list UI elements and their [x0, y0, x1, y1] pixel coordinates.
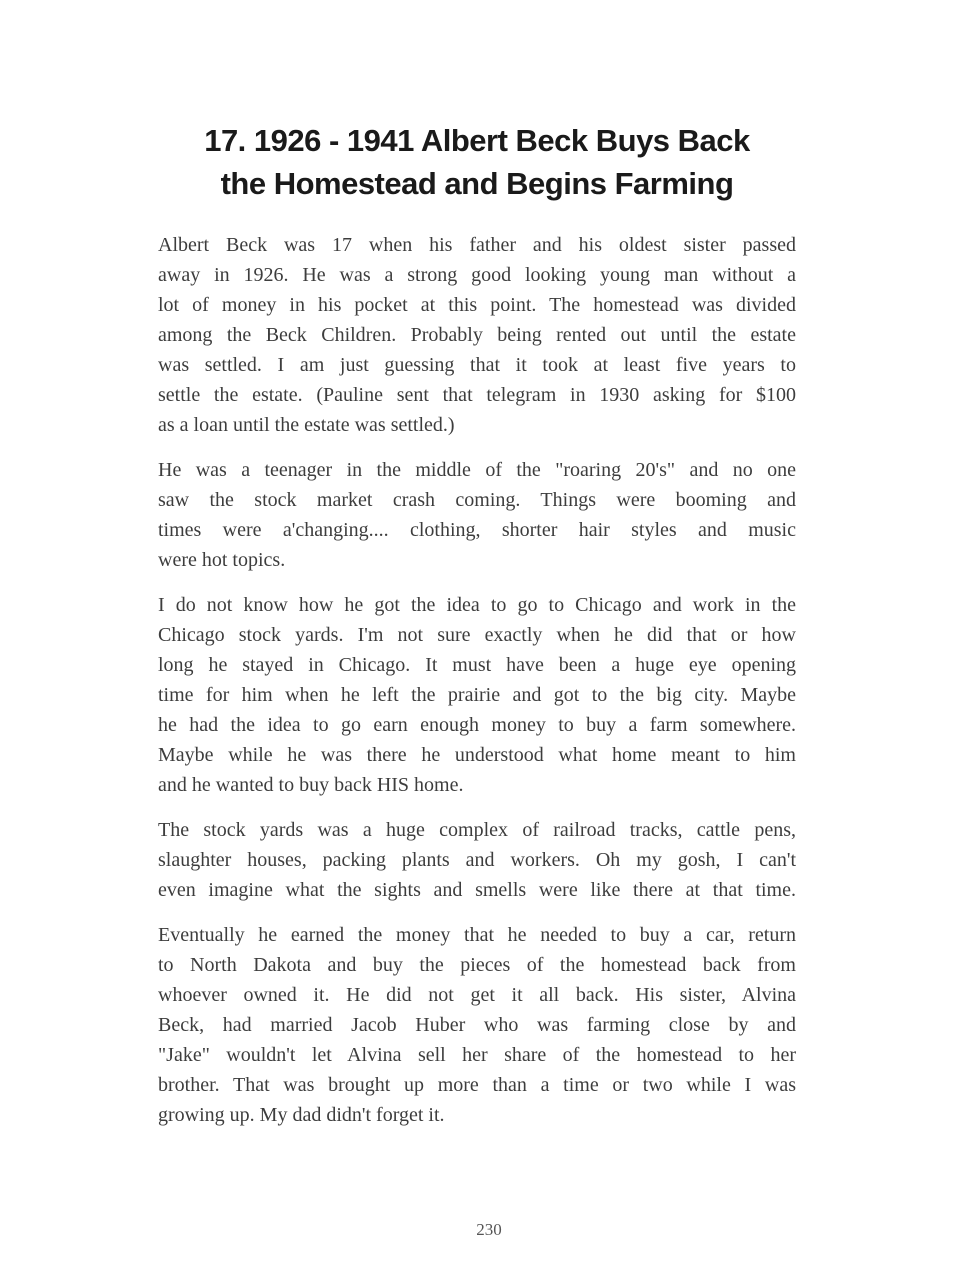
- body-line: was settled. I am just guessing that it took at least five years to: [158, 354, 796, 376]
- body-line: brother. That was brought up more than a time or two while I was: [158, 1074, 796, 1096]
- paragraph-4: [158, 815, 796, 905]
- body-line: were hot topics.: [158, 549, 286, 571]
- body-line: slaughter houses, packing plants and workers. Oh my gosh, I can't: [158, 849, 796, 871]
- body-line: even imagine what the sights and smells were like there at that time.: [158, 879, 796, 901]
- page-number: 230: [476, 1220, 502, 1239]
- body-line: Maybe while he was there he understood what home meant to him: [158, 744, 796, 766]
- body-line: Eventually he earned the money that he needed to buy a car, return: [158, 924, 796, 946]
- body-line: he had the idea to go earn enough money to buy a farm somewhere.: [158, 714, 796, 736]
- body-line: to North Dakota and buy the pieces of the homestead back from: [158, 954, 796, 976]
- body-line: time for him when he left the prairie and got to the big city. Maybe: [158, 684, 796, 706]
- chapter-title-line-1: 17. 1926 - 1941 Albert Beck Buys Back: [204, 123, 750, 158]
- body-line: away in 1926. He was a strong good looking young man without a: [158, 264, 796, 286]
- paragraph-5: [158, 920, 796, 1130]
- body-line: He was a teenager in the middle of the "roaring 20's" and no one: [158, 459, 796, 481]
- body-line: growing up. My dad didn't forget it.: [158, 1104, 445, 1126]
- body-line: long he stayed in Chicago. It must have been a huge eye opening: [158, 654, 796, 676]
- body-line: whoever owned it. He did not get it all back. His sister, Alvina: [158, 984, 796, 1006]
- body-line: Albert Beck was 17 when his father and his oldest sister passed: [158, 234, 796, 256]
- body-line: "Jake" wouldn't let Alvina sell her share of the homestead to her: [158, 1044, 796, 1066]
- body-line: as a loan until the estate was settled.): [158, 414, 455, 436]
- page-content: [158, 0, 796, 1145]
- body-line: times were a'changing.... clothing, shorter hair styles and music: [158, 519, 796, 541]
- body-line: saw the stock market crash coming. Things were booming and: [158, 489, 796, 511]
- body-line: Chicago stock yards. I'm not sure exactly when he did that or how: [158, 624, 796, 646]
- body-line: and he wanted to buy back HIS home.: [158, 774, 464, 796]
- paragraph-3: [158, 590, 796, 800]
- body-line: settle the estate. (Pauline sent that telegram in 1930 asking for $100: [158, 384, 796, 406]
- body-line: Beck, had married Jacob Huber who was farming close by and: [158, 1014, 796, 1036]
- chapter-title-line-2: the Homestead and Begins Farming: [220, 166, 734, 201]
- paragraph-1: [158, 230, 796, 440]
- paragraph-2: [158, 455, 796, 575]
- body-line: The stock yards was a huge complex of railroad tracks, cattle pens,: [158, 819, 796, 841]
- body-line: I do not know how he got the idea to go to Chicago and work in the: [158, 594, 796, 616]
- body-line: lot of money in his pocket at this point. The homestead was divided: [158, 294, 796, 316]
- chapter-title: [158, 119, 796, 205]
- body-line: among the Beck Children. Probably being rented out until the estate: [158, 324, 796, 346]
